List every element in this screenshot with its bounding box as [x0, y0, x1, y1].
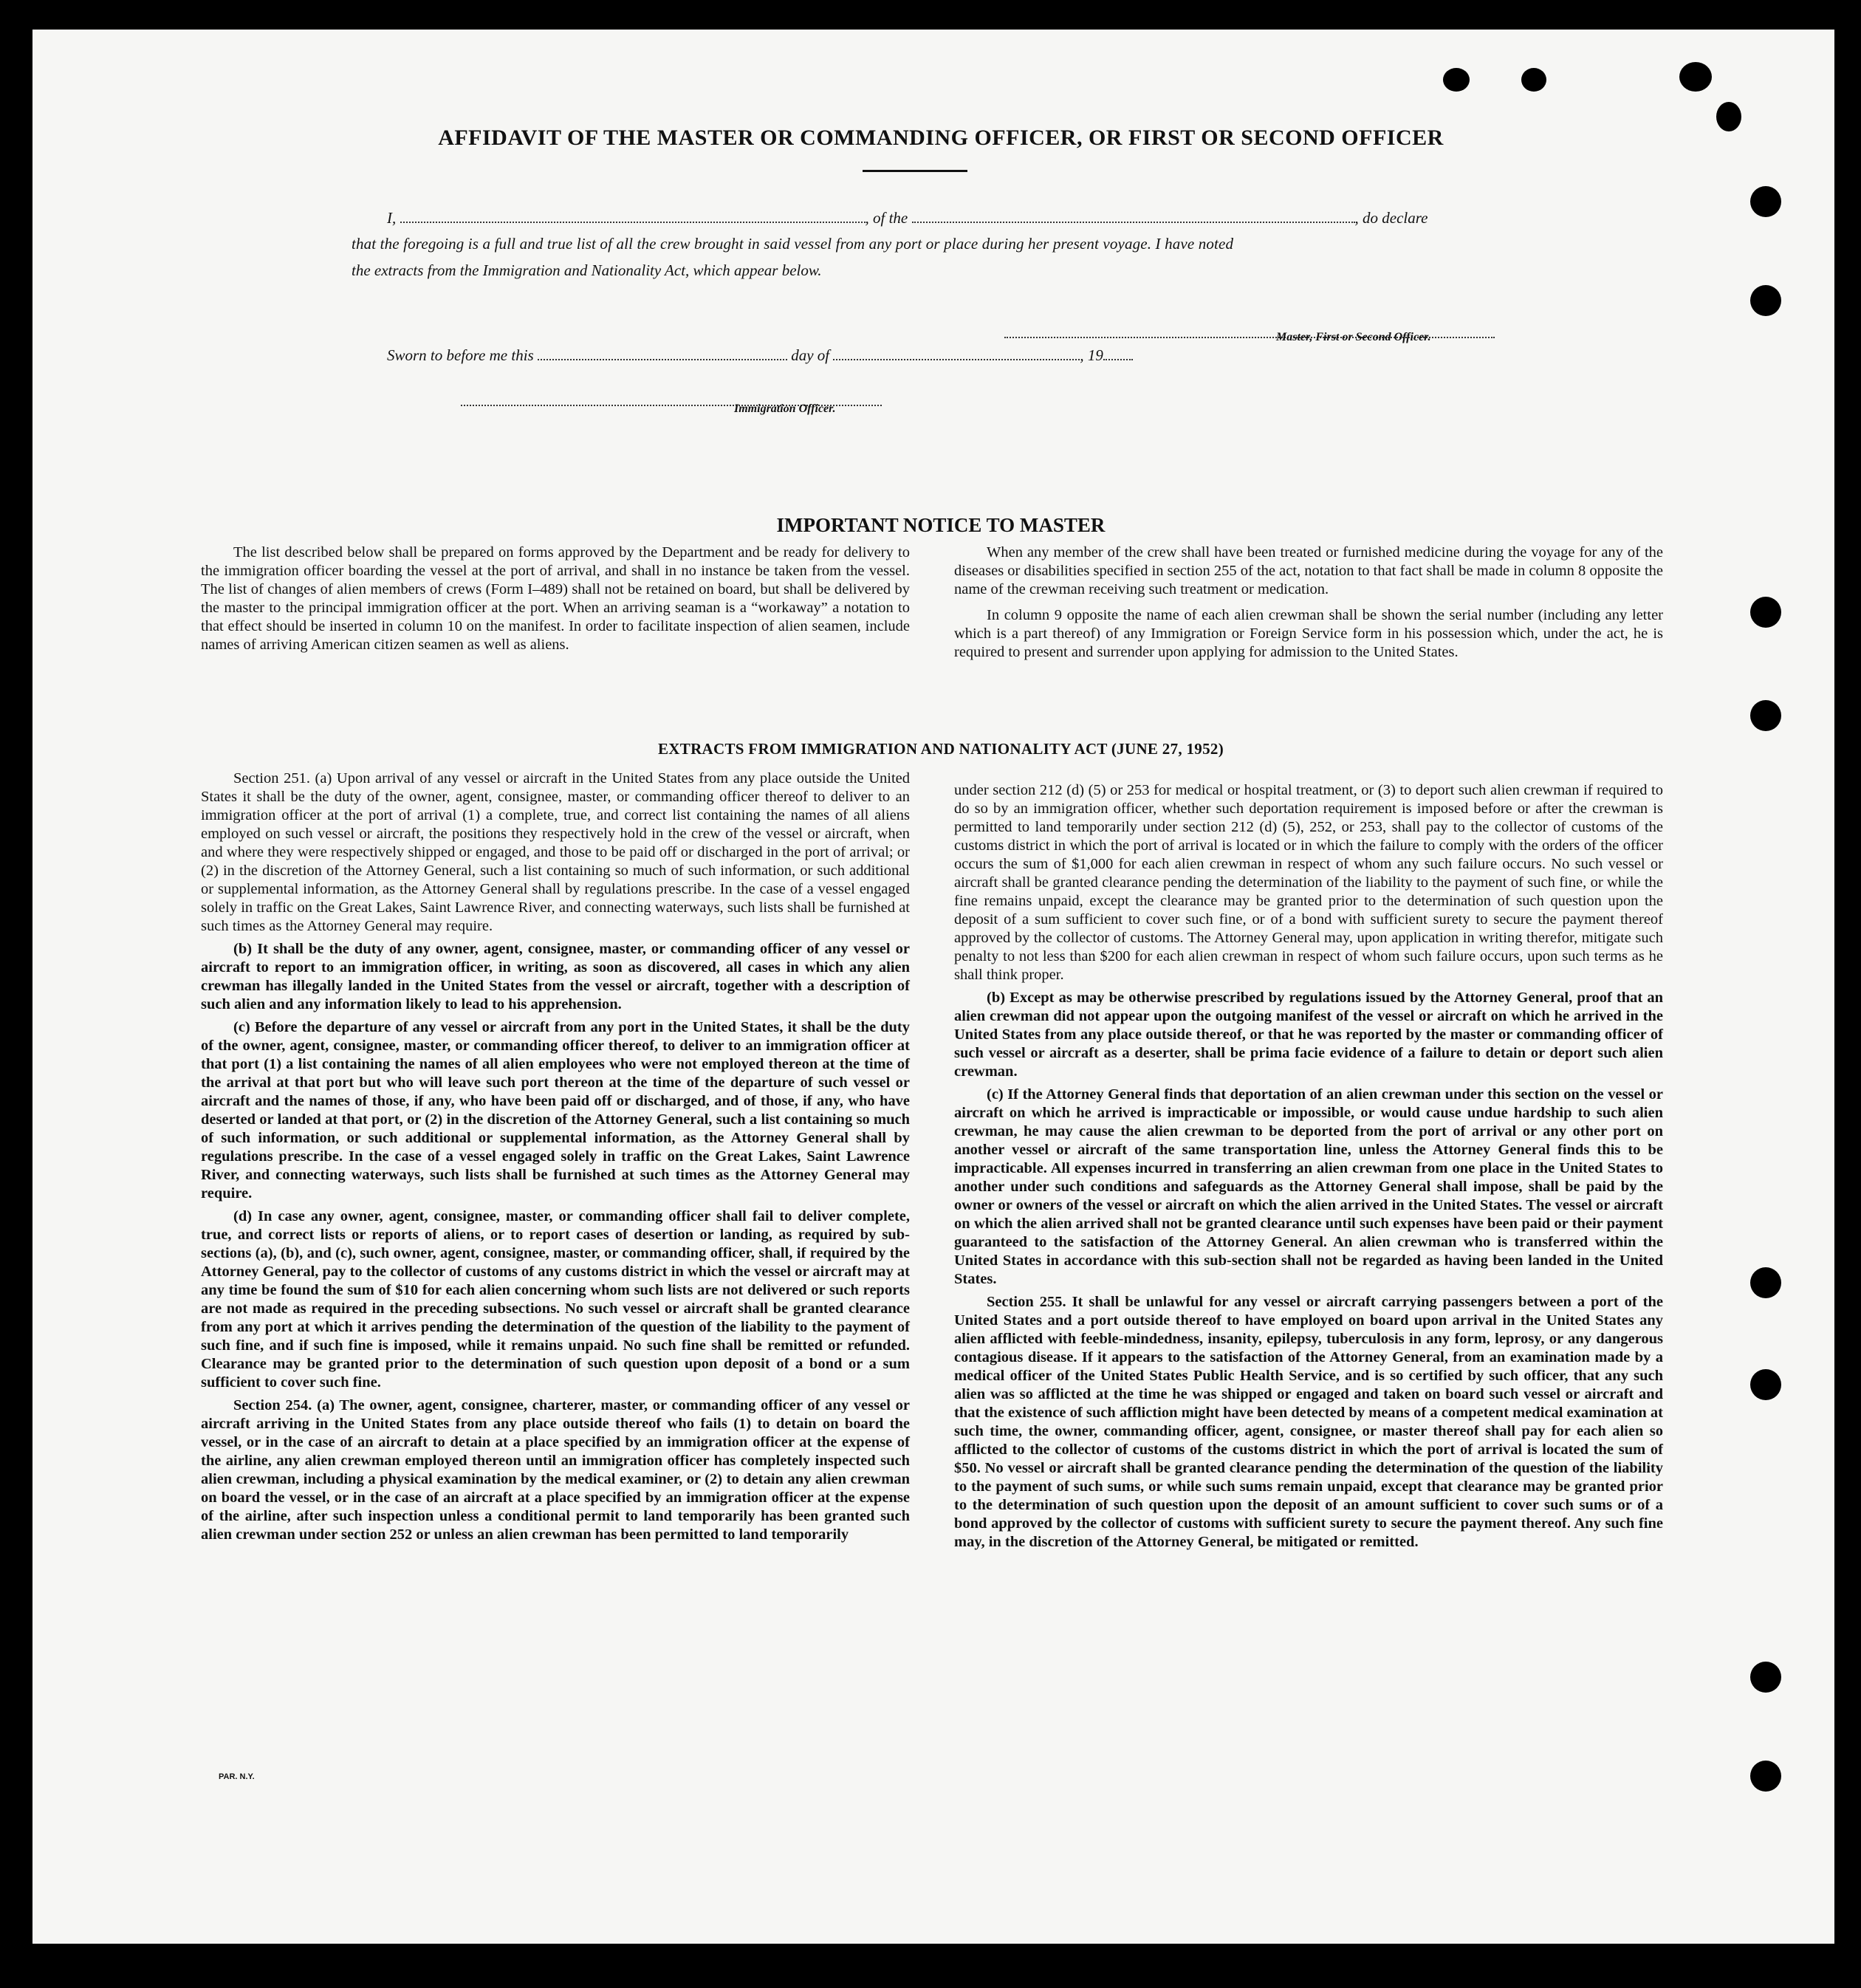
section-251b: (b) It shall be the duty of any owner, agent, consignee, master, or commanding officer of any vessel or aircraft to report to an immigration officer, in writing, as soon as discovered, all cases in which any alien crewman has illegally landed in the United States from the vessel or aircraft, together with a description of such alien and any information likely to lead to his apprehension.: [201, 941, 910, 1012]
punch-hole-right-5: [1750, 1267, 1781, 1298]
sworn-month-field[interactable]: [833, 346, 1080, 360]
punch-hole-right-8: [1750, 1761, 1781, 1792]
punch-hole-right-7: [1750, 1662, 1781, 1693]
section-251a: Section 251. (a) Upon arrival of any vessel or aircraft in the United States from any place outside the United States it shall be the duty of the owner, agent, consignee, master, or commanding officer thereof to deliver to an immigration officer at the port of arrival (1) a complete, true, and correct list containing the names of all aliens employed on such vessel or aircraft, the positions they respectively hold in the crew of the vessel or aircraft, when and where they were respectively shipped or engaged, and those to be paid off or discharged in the port of arrival; or (2) in the discretion of the Attorney General, such a list containing so much of such information, or such additional or supplemental information, as the Attorney General shall by regulations prescribe. In the case of a vessel engaged solely in traffic on the Great Lakes, Saint Lawrence River, and connecting waterways, such lists shall be furnished at such times as the Attorney General may require.: [201, 770, 910, 934]
punch-hole-right-4: [1750, 700, 1781, 731]
notice-right-paragraph-1: When any member of the crew shall have been treated or furnished medicine during the voyage for any of the diseases or disabilities specified in section 255 of the act, notation to that fact shall be made in column 8 opposite the name of the crewman receiving such treatment or medication.: [954, 544, 1663, 597]
extracts-right-column: [954, 781, 1663, 1556]
punch-hole-top-4: [1716, 102, 1741, 131]
declarant-label: I,: [387, 209, 397, 227]
section-254b: (b) Except as may be otherwise prescribed by regulations issued by the Attorney General, proof that an alien crewman did not appear upon the outgoing manifest of the vessel or aircraft on which he arrived in the United States from any place outside thereof, or that he was reported by the master or commanding officer of such vessel or aircraft as a deserter, shall be prima facie evidence of a failure to detain or deport such alien crewman.: [954, 990, 1663, 1080]
day-of-label: day of: [791, 346, 830, 364]
section-251d: (d) In case any owner, agent, consignee, master, or commanding officer shall fail to deliver complete, true, and correct lists or reports of aliens, or to report cases of desertion or landing, as required by sub-sections (a), (b), and (c), such owner, agent, consignee, master, or commanding officer, shall, if required by the Attorney General, pay to the collector of customs of any customs district in which the vessel or aircraft may at any time be found the sum of $10 for each alien concerning whom such lists are not delivered or such reports are not made as required in the preceding subsections. No such vessel or aircraft shall be granted clearance from any port at which it arrives pending the determination of the question of the liability to the payment of such fine, and if such fine is imposed, while it remains unpaid. No such fine shall be remitted or refunded. Clearance may be granted prior to the determination of such question upon deposit of a bond or a sum sufficient to cover such fine.: [201, 1208, 910, 1391]
do-declare-label: , do declare: [1354, 209, 1428, 227]
sworn-day-field[interactable]: [538, 346, 787, 360]
punch-hole-top-3: [1679, 62, 1712, 92]
notice-right-paragraph-2: In column 9 opposite the name of each alien crewman shall be shown the serial number (including any letter which is a part thereof) of any Immigration or Foreign Service form in his possession which, under the act, he is required to present and surrender upon applying for admission to the United States.: [954, 607, 1663, 660]
notice-left-column: [201, 544, 910, 659]
year-label: , 19: [1080, 346, 1103, 364]
extracts-title: EXTRACTS FROM IMMIGRATION AND NATIONALITY ACT (JUNE 27, 1952): [658, 740, 1224, 758]
printer-mark: PAR. N.Y.: [219, 1772, 255, 1781]
punch-hole-right-1: [1750, 186, 1781, 217]
declarant-name-field[interactable]: [400, 208, 866, 223]
affidavit-title: AFFIDAVIT OF THE MASTER OR COMMANDING OFFICER, OR FIRST OR SECOND OFFICER: [438, 126, 1444, 150]
notice-title: IMPORTANT NOTICE TO MASTER: [776, 514, 1106, 536]
sworn-label: Sworn to before me this: [387, 346, 534, 364]
declaration-body-2: the extracts from the Immigration and Nationality Act, which appear below.: [352, 261, 822, 279]
notice-left-paragraph: The list described below shall be prepared on forms approved by the Department and be ready for delivery to the immigration officer boarding the vessel at the port of arrival, and shall in no instance be taken from the vessel. The list of changes of alien members of crews (Form I–489) shall not be retained on board, but shall be delivered by the master to the principal immigration officer at the port. When an arriving seaman is a “workaway” a notation to that effect should be inserted in column 10 on the manifest. In order to facilitate inspection of alien seamen, include names of arriving American citizen seamen as well as aliens.: [201, 544, 910, 653]
section-254a-continued: under section 212 (d) (5) or 253 for medical or hospital treatment, or (3) to deport such alien crewman if required to do so by an immigration officer, whether such deportation requirement is imposed before or after the crewman is permitted to land temporarily under section 212 (d) (5), 252, or 253, shall pay to the collector of customs of the customs district in which the port of arrival is located or in which the failure to comply with the orders of the officer occurs the sum of $1,000 for each alien crewman in respect of whom any such failure occurs. No such vessel or aircraft shall be granted clearance pending the determination of the liability to the payment of such fine, or while the fine remains unpaid, except the clearance may be granted prior to the determination of such question upon the deposit of a sum sufficient to cover such fine, or of a bond with sufficient surety to secure the payment thereof approved by the collector of customs. The Attorney General may, upon application in writing therefor, mitigate such penalty to not less than $200 for each alien crewman in respect of whom such failure occurs, upon such terms as he shall think proper.: [954, 782, 1663, 983]
of-the-label: , of the: [865, 209, 908, 227]
declaration-line: [387, 208, 1428, 227]
declaration-body-1: that the foregoing is a full and true list of all the crew brought in said vessel from any port or place during her present voyage. I have noted: [352, 235, 1234, 253]
extracts-left-column: [201, 770, 910, 1549]
master-signature-label: Master, First or Second Officer.: [1276, 331, 1431, 343]
section-255: Section 255. It shall be unlawful for any vessel or aircraft carrying passengers between a port of the United States and a port outside thereof to have employed on board upon arrival in the United States any alien afflicted with feeble-mindedness, insanity, epilepsy, tuberculosis in any form, leprosy, or any dangerous contagious disease. If it appears to the satisfaction of the Attorney General, from an examination made by a medical officer of the United States Public Health Service, and is so certified by such officer, that any such alien was so afflicted at the time he was shipped or engaged and taken on board such vessel or aircraft and that the existence of such affliction might have been detected by means of a competent medical examination at such time, the owner, commanding officer, agent, consignee, or master thereof shall pay for each alien so afflicted to the collector of customs of the customs district in which the port of arrival is located the sum of $50. No vessel or aircraft shall be granted clearance pending the determination of the question of the liability to the payment of such sums, or while such sums remain unpaid, except that clearance may be granted prior to the determination of such question upon the deposit of an amount sufficient to cover such sums or of a bond approved by the collector of customs with sufficient surety to secure the payment thereof. Any such fine may, in the discretion of the Attorney General, be mitigated or remitted.: [954, 1294, 1663, 1550]
punch-hole-top-1: [1443, 68, 1470, 92]
officer-signature-label: Immigration Officer.: [734, 402, 836, 415]
document-page: [32, 30, 1834, 1944]
section-254a: Section 254. (a) The owner, agent, consignee, charterer, master, or commanding officer of any vessel or aircraft arriving in the United States from any place outside thereof who fails (1) to detain on board the vessel, or in the case of an aircraft to detain at a place specified by an immigration officer at the expense of the airline, any alien crewman employed thereon until an immigration officer has completely inspected such alien crewman, including a physical examination by the medical examiner, or (2) to detain any alien crewman on board the vessel, or in the case of an aircraft at a place specified by an immigration officer at the expense of the airline, after such inspection unless a conditional permit to land temporarily has been granted such alien crewman under section 252 or unless an alien crewman has been permitted to land temporarily: [201, 1397, 910, 1543]
notice-right-column: [954, 544, 1663, 666]
section-254c: (c) If the Attorney General finds that deportation of an alien crewman under this section on the vessel or aircraft on which he arrived is impracticable or impossible, or would cause undue hardship to such alien crewman, he may cause the alien crewman to be deported from the port of arrival or any other port on another vessel or aircraft of the same transportation line, unless the Attorney General finds this to be impracticable. All expenses incurred in transferring an alien crewman from one place in the United States to another under such conditions and safeguards as the Attorney General shall impose, shall be paid by the owner or owners of the vessel or aircraft on which the alien arrived in the United States. The vessel or aircraft on which the alien arrived shall not be granted clearance until such expenses have been paid or their payment guaranteed to the satisfaction of the Attorney General. An alien crewman who is transferred within the United States in accordance with this sub-section shall not be regarded as having been landed in the United States.: [954, 1086, 1663, 1287]
punch-hole-right-6: [1750, 1369, 1781, 1400]
sworn-year-field[interactable]: [1103, 346, 1133, 360]
punch-hole-right-3: [1750, 597, 1781, 628]
punch-hole-right-2: [1750, 285, 1781, 316]
title-rule: [863, 170, 967, 172]
sworn-line: [387, 346, 1133, 365]
punch-hole-top-2: [1521, 68, 1546, 92]
vessel-name-field[interactable]: [912, 208, 1355, 223]
section-251c: (c) Before the departure of any vessel or aircraft from any port in the United States, it shall be the duty of the owner, agent, consignee, master, or commanding officer thereof, to deliver to an immigration officer at that port (1) a list containing the names of all alien employees who were not employed thereon at the time of the arrival at that port but who will leave such port thereon at the time of the departure of such vessel or aircraft and the names of those, if any, who have been paid off or discharged, and of those, if any, who have deserted or landed at that port, or (2) in the discretion of the Attorney General, such a list containing so much of such information, or such additional or supplemental information, as the Attorney General shall by regulations prescribe. In the case of a vessel engaged solely in traffic on the Great Lakes, Saint Lawrence River, and connecting waterways, such lists shall be furnished at such times as the Attorney General may require.: [201, 1019, 910, 1202]
